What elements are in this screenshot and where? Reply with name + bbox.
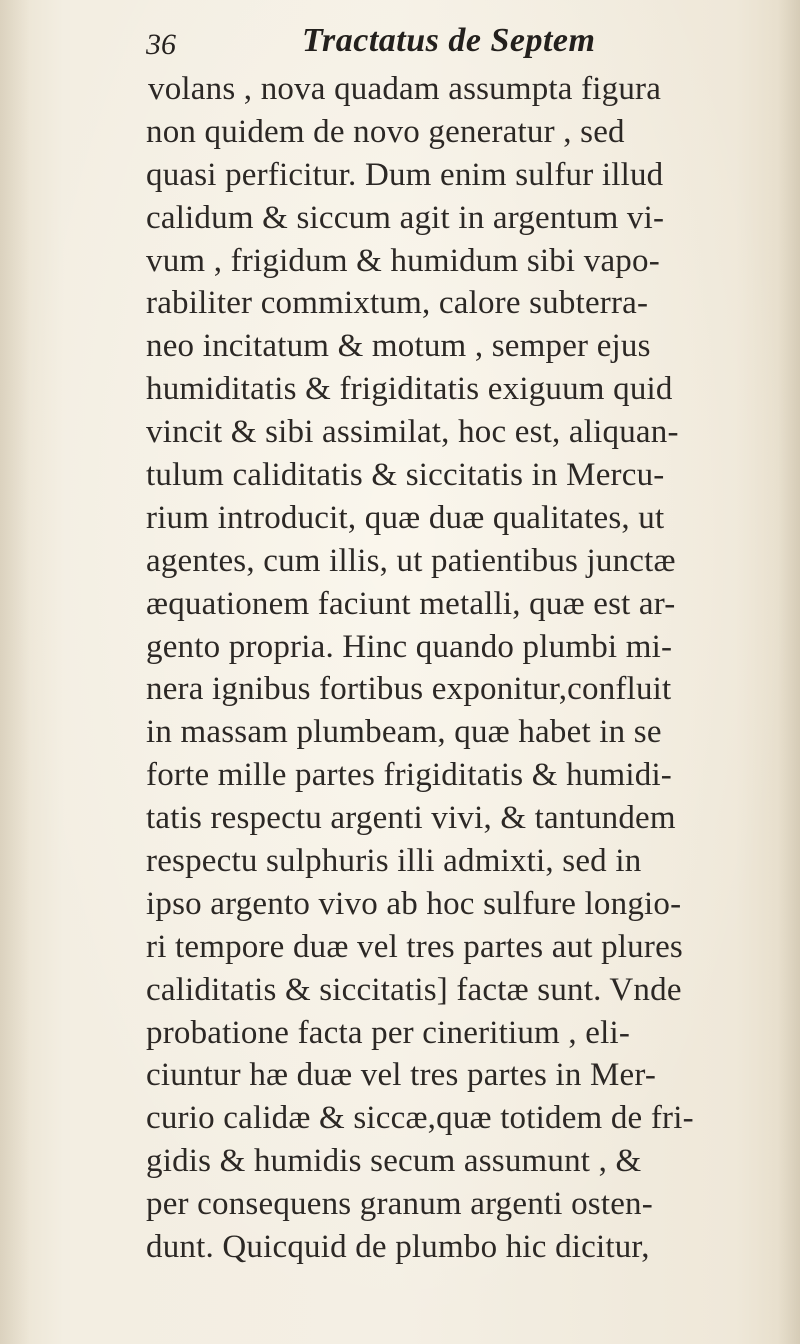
text-line: dunt. Quicquid de plumbo hic dicitur, bbox=[146, 1229, 650, 1266]
text-line: vum , frigidum & humidum sibi vapo- bbox=[146, 242, 660, 279]
text-line: probatione facta per cineritium , eli- bbox=[146, 1014, 631, 1051]
page-number: 36 bbox=[146, 28, 176, 61]
text-line: gento propria. Hinc quando plumbi mi- bbox=[146, 628, 673, 665]
text-line: agentes, cum illis, ut patientibus junctæ bbox=[146, 542, 676, 579]
text-line: rabiliter commixtum, calore subterra- bbox=[146, 285, 649, 322]
text-line: ipso argento vivo ab hoc sulfure longio- bbox=[146, 885, 682, 922]
text-line: gidis & humidis secum assumunt , & bbox=[146, 1143, 642, 1180]
text-line: respectu sulphuris illi admixti, sed in bbox=[146, 843, 642, 880]
text-line: calidum & siccum agit in argentum vi- bbox=[146, 199, 665, 236]
text-line: volans , nova quadam assumpta figura bbox=[148, 71, 662, 107]
text-line: non quidem de novo generatur , sed bbox=[146, 113, 625, 150]
text-line: rium introducit, quæ duæ qualitates, ut bbox=[146, 499, 665, 536]
body-text bbox=[146, 68, 786, 1269]
text-line: tatis respectu argenti vivi, & tantundem bbox=[146, 800, 676, 837]
text-line: humiditatis & frigiditatis exiguum quid bbox=[146, 371, 673, 408]
text-line: nera ignibus fortibus exponitur,confluit bbox=[146, 671, 672, 708]
text-line: per consequens granum argenti osten- bbox=[146, 1186, 653, 1223]
running-title: Tractatus de Septem bbox=[302, 22, 596, 59]
text-line: quasi perficitur. Dum enim sulfur illud bbox=[146, 156, 664, 193]
text-line: forte mille partes frigiditatis & humidi- bbox=[146, 757, 673, 794]
text-line: neo incitatum & motum , semper ejus bbox=[146, 328, 651, 365]
text-line: tulum caliditatis & siccitatis in Mercu- bbox=[146, 457, 665, 494]
text-line: in massam plumbeam, quæ habet in se bbox=[146, 714, 662, 751]
page-gutter-shadow bbox=[0, 0, 30, 1344]
text-line: caliditatis & siccitatis] factæ sunt. Vnde bbox=[146, 971, 682, 1008]
text-line: ri tempore duæ vel tres partes aut plures bbox=[146, 928, 683, 965]
page-header bbox=[146, 22, 666, 72]
text-line: ciuntur hæ duæ vel tres partes in Mer- bbox=[146, 1057, 657, 1094]
text-line: curio calidæ & siccæ,quæ totidem de fri- bbox=[146, 1100, 694, 1137]
text-line: æquationem faciunt metalli, quæ est ar- bbox=[146, 585, 676, 622]
text-line: vincit & sibi assimilat, hoc est, aliquan- bbox=[146, 414, 679, 451]
